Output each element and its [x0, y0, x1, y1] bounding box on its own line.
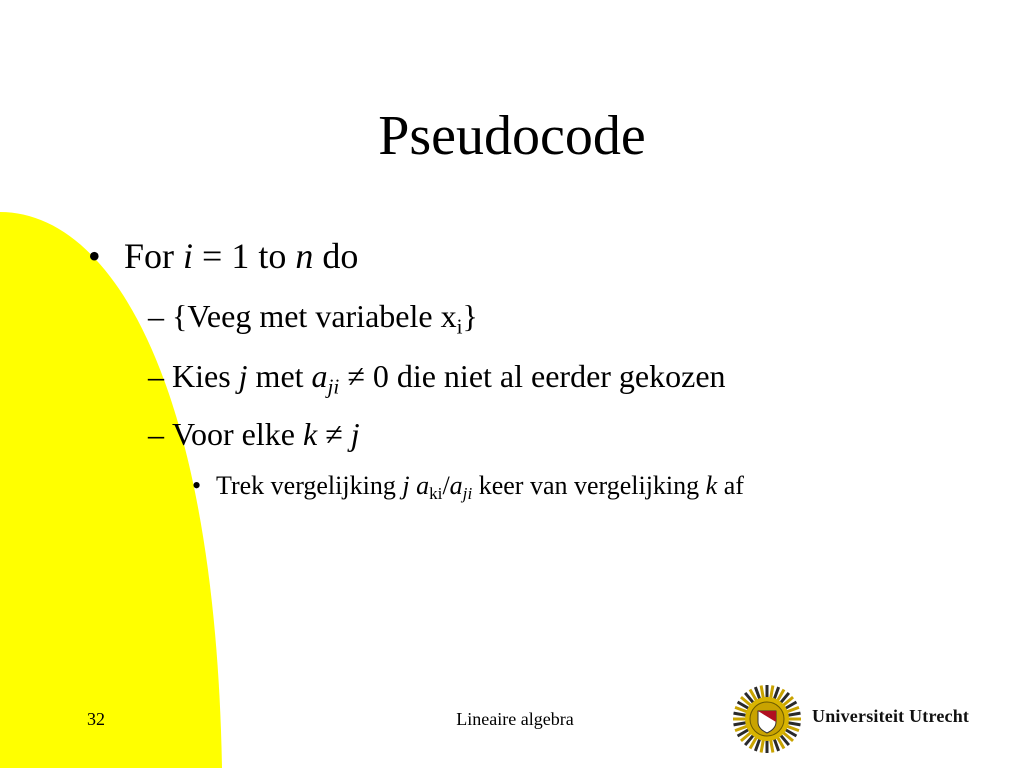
- text: }: [462, 298, 478, 334]
- text: Trek vergelijking: [216, 471, 403, 500]
- text: {Veeg met variabele x: [172, 298, 457, 334]
- text: ≠: [317, 416, 351, 452]
- text: = 1 to: [193, 236, 296, 276]
- bullet-subtract-equation: [192, 468, 744, 504]
- bullet-marker: •: [192, 471, 202, 500]
- var-j: j: [402, 471, 410, 500]
- subscript-i: i: [456, 314, 463, 339]
- subscript-ji: ji: [462, 484, 473, 504]
- bullet-for-loop: [88, 232, 358, 280]
- university-name: Universiteit Utrecht: [812, 706, 970, 726]
- var-a: a: [311, 358, 328, 394]
- var-j: j: [238, 358, 248, 394]
- var-k: k: [705, 471, 718, 500]
- bullet-sweep-variable: [148, 294, 478, 338]
- subscript-ji: ji: [327, 374, 340, 399]
- text: af: [717, 471, 744, 500]
- var-a: a: [416, 471, 430, 500]
- var-a: a: [449, 471, 463, 500]
- utrecht-sun-seal-icon: [732, 684, 802, 754]
- text: Voor elke: [172, 416, 303, 452]
- var-k: k: [302, 416, 318, 452]
- var-n: n: [295, 236, 314, 276]
- text: ≠ 0 die niet al eerder gekozen: [339, 358, 726, 394]
- subscript-ki: ki: [429, 484, 443, 504]
- dash-marker: –: [148, 358, 164, 394]
- bullet-choose-pivot: [148, 354, 726, 398]
- footer-title: Lineaire algebra: [456, 709, 574, 729]
- text: Kies: [172, 358, 239, 394]
- dash-marker: –: [148, 416, 164, 452]
- slash: /: [442, 471, 450, 500]
- text: keer van vergelijking: [472, 471, 706, 500]
- dash-marker: –: [148, 298, 164, 334]
- page-number: 32: [87, 709, 105, 729]
- var-i: i: [183, 236, 194, 276]
- bullet-marker: •: [88, 236, 101, 276]
- text: For: [124, 236, 184, 276]
- slide-title: Pseudocode: [378, 105, 646, 167]
- var-j: j: [350, 416, 360, 452]
- bullet-for-each: [148, 412, 360, 456]
- text: met: [247, 358, 312, 394]
- text: do: [313, 236, 359, 276]
